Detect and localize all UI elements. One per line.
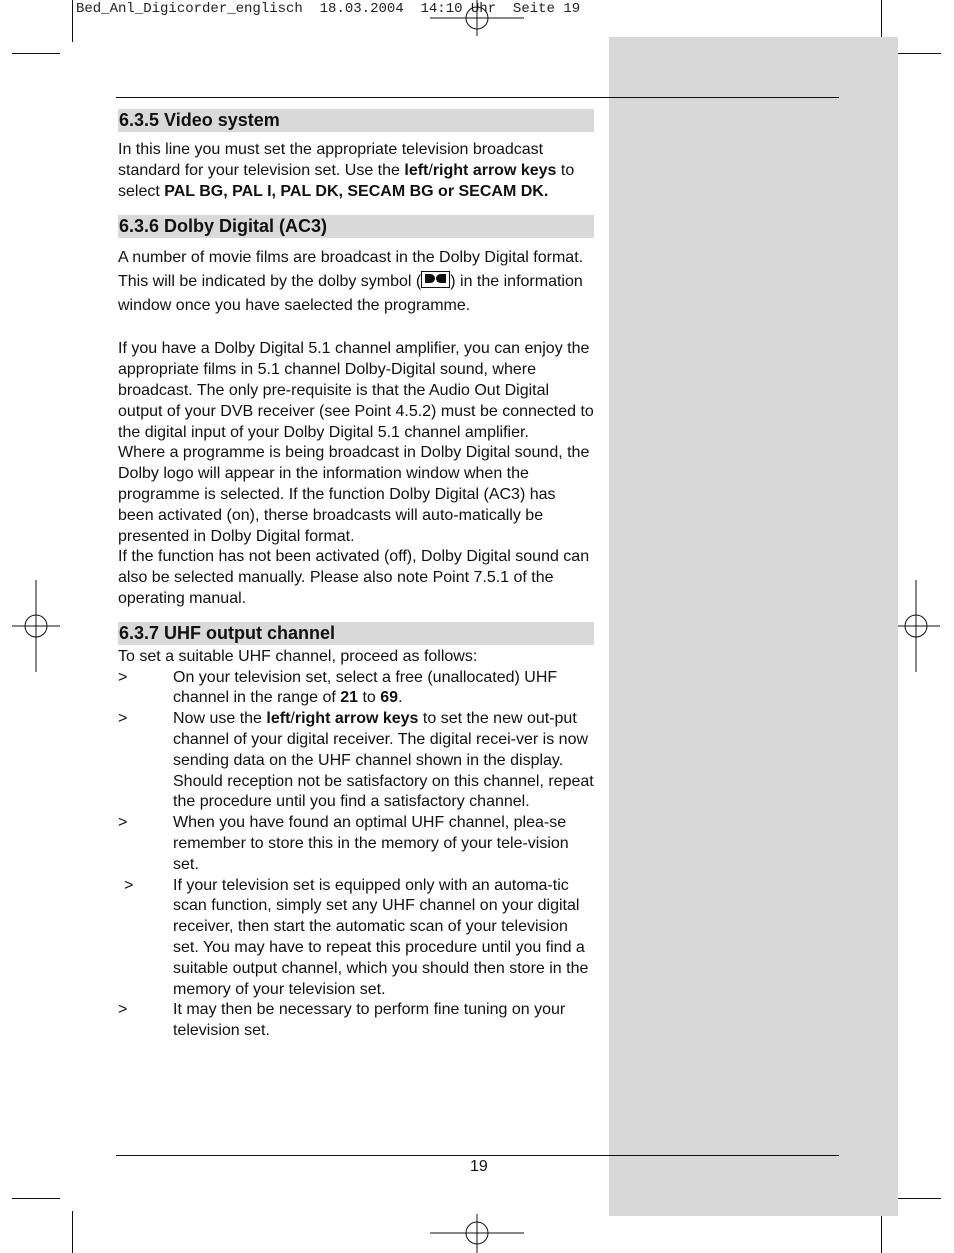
page-number: 19 bbox=[470, 1158, 488, 1175]
dolby-intro-paragraph bbox=[118, 246, 594, 318]
crop-mark bbox=[893, 1198, 941, 1199]
header-rule bbox=[116, 97, 839, 98]
list-item bbox=[118, 876, 594, 1001]
crop-mark bbox=[12, 53, 60, 54]
footer-rule bbox=[116, 1155, 839, 1156]
crop-mark bbox=[72, 1211, 73, 1253]
text-run: ) in the information window once you have saelected the programme. bbox=[118, 273, 583, 315]
list-item bbox=[118, 668, 594, 710]
crop-mark bbox=[881, 1211, 882, 1253]
list-text bbox=[173, 668, 594, 710]
list-text bbox=[173, 709, 594, 813]
uhf-intro: To set a suitable UHF channel, proceed as follows: bbox=[118, 647, 478, 665]
text-run: / bbox=[428, 161, 433, 179]
text-run: to set the new out-put channel of your digital receiver. The digital recei-ver is now sending data on the UHF channel shown in the display. Should reception not be satisfactory on this channel, repeat the procedure until you find a satisfactory channel. bbox=[173, 710, 594, 811]
text-run: A number of movie films are broadcast in the Dolby Digital format. This will be indicated by the dolby symbol ( bbox=[118, 249, 584, 291]
text-run: to select bbox=[118, 161, 575, 200]
text-run: / bbox=[290, 710, 295, 728]
registration-mark-icon bbox=[430, 0, 524, 36]
bold-text: left bbox=[404, 161, 429, 179]
list-marker: > bbox=[124, 876, 134, 894]
crop-mark bbox=[12, 1198, 60, 1199]
dolby-logo-paragraph: Where a programme is being broadcast in Dolby Digital sound, the Dolby logo will appear in the information window when the programme is selected. If the function Dolby Digital (AC3) has been activated (on), therse broadcasts will auto-matically be presented in Dolby Digital format. bbox=[118, 444, 590, 545]
list-text: When you have found an optimal UHF channel, plea-se remember to store this in the memory of your tele-vision set. bbox=[173, 814, 569, 873]
slug-file: Bed_Anl_Digicorder_englisch bbox=[76, 1, 303, 17]
crop-mark bbox=[893, 53, 941, 54]
text-run: Now use the bbox=[173, 710, 267, 728]
bold-text: 21 bbox=[340, 689, 359, 707]
slug-time: 14:10 Uhr bbox=[420, 1, 497, 17]
dolby-symbol-icon bbox=[421, 271, 450, 288]
list-item bbox=[118, 1000, 594, 1042]
crop-mark bbox=[881, 0, 882, 42]
section-heading-video-system: 6.3.5 Video system bbox=[118, 109, 594, 132]
crop-mark bbox=[72, 0, 73, 42]
text-run: . bbox=[398, 689, 403, 707]
section-heading-dolby-digital: 6.3.6 Dolby Digital (AC3) bbox=[118, 215, 594, 238]
registration-mark-icon bbox=[430, 1214, 524, 1253]
registration-mark-icon bbox=[12, 580, 60, 672]
video-system-paragraph bbox=[118, 140, 594, 202]
slug-page: Seite 19 bbox=[512, 1, 581, 17]
dolby-manual-paragraph: If the function has not been activated (off), Dolby Digital sound can also be selected manually. Please also note Point 7.5.1 of the operating manual. bbox=[118, 548, 590, 607]
list-item bbox=[118, 709, 594, 813]
margin-panel bbox=[609, 37, 898, 1216]
text-run: to bbox=[358, 689, 381, 707]
list-item bbox=[118, 813, 594, 875]
list-text: If your television set is equipped only with an automa-tic scan function, simply set any UHF channel on your digital receiver, then start the automatic scan of your television set. You may have to repeat this procedure until you find a suitable output channel, which you should then store in the memory of your television set. bbox=[173, 876, 589, 998]
list-marker: > bbox=[118, 668, 128, 686]
list-marker: > bbox=[118, 1001, 128, 1019]
section-heading-uhf-output: 6.3.7 UHF output channel bbox=[118, 622, 594, 645]
list-text: It may then be necessary to perform fine tuning on your television set. bbox=[173, 1001, 566, 1040]
bold-text: right arrow keys bbox=[432, 161, 557, 179]
bold-text: PAL BG, PAL I, PAL DK, SECAM BG or SECAM DK. bbox=[164, 182, 549, 200]
bold-text: left bbox=[266, 710, 291, 728]
list-marker: > bbox=[118, 814, 128, 832]
text-run: On your television set, select a free (unallocated) UHF channel in the range of bbox=[173, 668, 558, 707]
slug-date: 18.03.2004 bbox=[319, 1, 404, 17]
bold-text: right arrow keys bbox=[294, 710, 419, 728]
bold-text: 69 bbox=[380, 689, 399, 707]
list-marker: > bbox=[118, 710, 128, 728]
registration-mark-icon bbox=[892, 580, 940, 672]
text-run: In this line you must set the appropriate television broadcast standard for your television set. Use the bbox=[118, 141, 544, 179]
page-content bbox=[118, 109, 594, 1042]
dolby-amplifier-paragraph: If you have a Dolby Digital 5.1 channel amplifier, you can enjoy the appropriate films in 5.1 channel Dolby-Digital sound, where broadcast. The only pre-requisite is that the Audio Out Digital output of your DVB receiver (see Point 4.5.2) must be connected to the digital input of your Dolby Digital 5.1 channel amplifier. bbox=[118, 340, 594, 441]
